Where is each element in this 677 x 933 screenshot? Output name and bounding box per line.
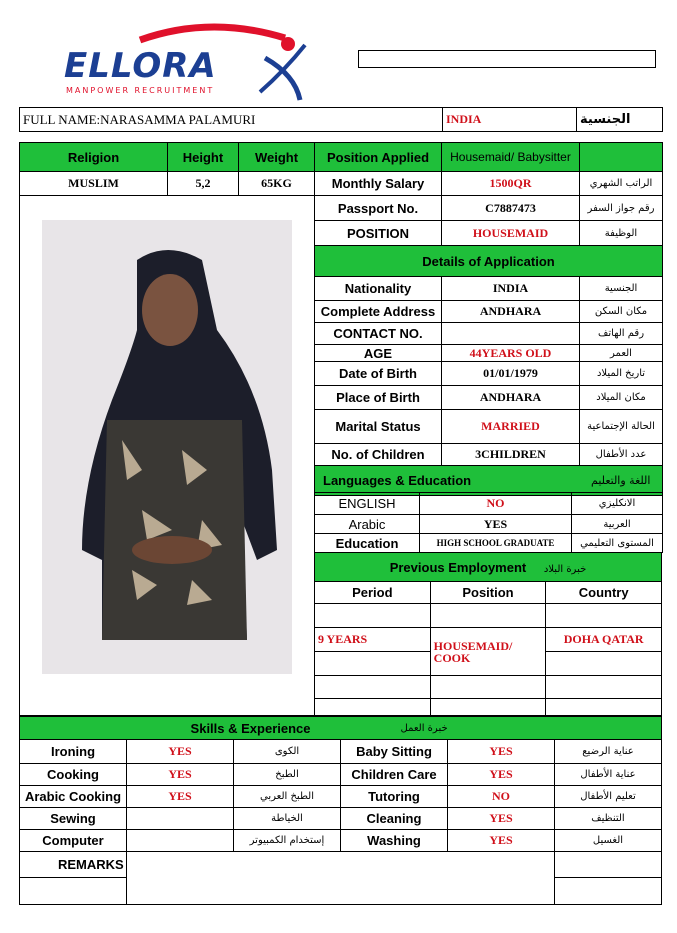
english-label-ar: الانكليزي [572,493,663,515]
skill-ironing-ar: الكوى [234,740,341,764]
skill-babysitting-value: YES [448,740,555,764]
skill-washing-label: Washing [341,830,448,852]
skills-table [19,716,662,905]
passport-label-ar: رقم جواز السفر [580,196,663,221]
pob-label: Place of Birth [315,386,442,410]
skill-tutoring-value: NO [448,786,555,808]
contact-label-ar: رقم الهاتف [580,323,663,345]
salary-value: 1500QR [442,172,580,196]
english-label: ENGLISH [315,493,420,515]
languages-table [314,492,663,553]
name-row [19,107,663,132]
logo-subtitle: MANPOWER RECRUITMENT [66,86,215,95]
skill-cooking-label: Cooking [20,764,127,786]
skill-arabic-cooking-ar: الطبخ العربي [234,786,341,808]
passport-label: Passport No. [315,196,442,221]
weight-header: Weight [239,143,315,172]
skill-sewing-value [127,808,234,830]
skill-arabic-cooking-label: Arabic Cooking [20,786,127,808]
contact-label: CONTACT NO. [315,323,442,345]
reference-box [358,50,656,68]
children-label: No. of Children [315,444,442,466]
address-label-ar: مكان السكن [580,301,663,323]
skill-computer-value [127,830,234,852]
height-header: Height [168,143,239,172]
candidate-photo [42,220,292,674]
skill-computer-label: Computer [20,830,127,852]
children-value: 3CHILDREN [442,444,580,466]
country-value: DOHA QATAR [546,628,662,652]
skill-cooking-value: YES [127,764,234,786]
position-applied-value: Housemaid/ Babysitter [442,143,580,172]
header-blank [580,143,663,172]
period-header: Period [315,582,431,604]
address-label: Complete Address [315,301,442,323]
dob-value: 01/01/1979 [442,362,580,386]
pob-label-ar: مكان الميلاد [580,386,663,410]
skill-childcare-value: YES [448,764,555,786]
age-label-ar: العمر [580,345,663,362]
passport-value: C7887473 [442,196,580,221]
position-value: HOUSEMAID [442,221,580,246]
skill-computer-ar: إستخدام الكمبيوتر [234,830,341,852]
employment-title-ar: خبرة البلاد [543,563,587,575]
english-value: NO [420,493,572,515]
country-header: Country [546,582,662,604]
skill-arabic-cooking-value: YES [127,786,234,808]
skill-washing-value: YES [448,830,555,852]
salary-label: Monthly Salary [315,172,442,196]
nationality-row-value: INDIA [442,277,580,301]
address-value: ANDHARA [442,301,580,323]
skills-title-ar: خبرة العمل [341,717,662,740]
marital-value: MARRIED [442,410,580,444]
skill-ironing-label: Ironing [20,740,127,764]
skill-cooking-ar: الطبخ [234,764,341,786]
education-value: HIGH SCHOOL GRADUATE [420,534,572,553]
period-value: 9 YEARS [315,628,431,652]
full-name: FULL NAME:NARASAMMA PALAMURI [20,108,443,132]
skill-childcare-ar: عناية الأطفال [555,764,662,786]
height-value: 5,2 [168,172,239,196]
pob-value: ANDHARA [442,386,580,410]
position-label-ar: الوظيفة [580,221,663,246]
arabic-label-ar: العربية [572,515,663,534]
details-title: Details of Application [315,246,663,277]
position-applied-header: Position Applied [315,143,442,172]
children-label-ar: عدد الأطفال [580,444,663,466]
skill-childcare-label: Children Care [341,764,448,786]
skill-babysitting-ar: عناية الرضيع [555,740,662,764]
arabic-label: Arabic [315,515,420,534]
employment-title-cell [315,553,662,582]
application-details-table [314,195,663,496]
salary-label-ar: الراتب الشهري [580,172,663,196]
dob-label: Date of Birth [315,362,442,386]
weight-value: 65KG [239,172,315,196]
skill-cleaning-value: YES [448,808,555,830]
remarks-side-top [555,852,662,878]
nationality-label-ar: الجنسية [577,108,663,132]
skill-cleaning-ar: التنظيف [555,808,662,830]
languages-title-ar: اللغة والتعليم [580,466,663,496]
skill-ironing-value: YES [127,740,234,764]
nationality-row-ar: الجنسية [580,277,663,301]
prev-position-value: HOUSEMAID/ COOK [430,628,546,676]
employment-table [314,552,662,716]
remarks-side-bottom [555,878,662,905]
dob-label-ar: تاريخ الميلاد [580,362,663,386]
company-logo [60,20,310,105]
religion-value: MUSLIM [20,172,168,196]
skill-sewing-label: Sewing [20,808,127,830]
skills-title: Skills & Experience [20,717,341,740]
religion-header: Religion [20,143,168,172]
nationality-value: INDIA [443,108,577,132]
employment-title: Previous Employment [389,559,527,575]
languages-title: Languages & Education [315,466,580,496]
arabic-value: YES [420,515,572,534]
nationality-row-label: Nationality [315,277,442,301]
skill-washing-ar: الغسيل [555,830,662,852]
education-label-ar: المستوى التعليمي [572,534,663,553]
age-label: AGE [315,345,442,362]
basic-info-table [19,142,663,196]
age-value: 44YEARS OLD [442,345,580,362]
skill-sewing-ar: الخياطة [234,808,341,830]
skill-tutoring-ar: تعليم الأطفال [555,786,662,808]
skill-babysitting-label: Baby Sitting [341,740,448,764]
remarks-left-bottom [20,878,127,905]
skill-cleaning-label: Cleaning [341,808,448,830]
skill-tutoring-label: Tutoring [341,786,448,808]
remarks-label: REMARKS [20,852,127,878]
marital-label-ar: الحالة الإجتماعية [580,410,663,444]
contact-value [442,323,580,345]
logo-text: ELLORA [64,46,217,86]
marital-label: Marital Status [315,410,442,444]
remarks-content [127,852,555,905]
position-header: Position [430,582,546,604]
education-label: Education [315,534,420,553]
position-label: POSITION [315,221,442,246]
